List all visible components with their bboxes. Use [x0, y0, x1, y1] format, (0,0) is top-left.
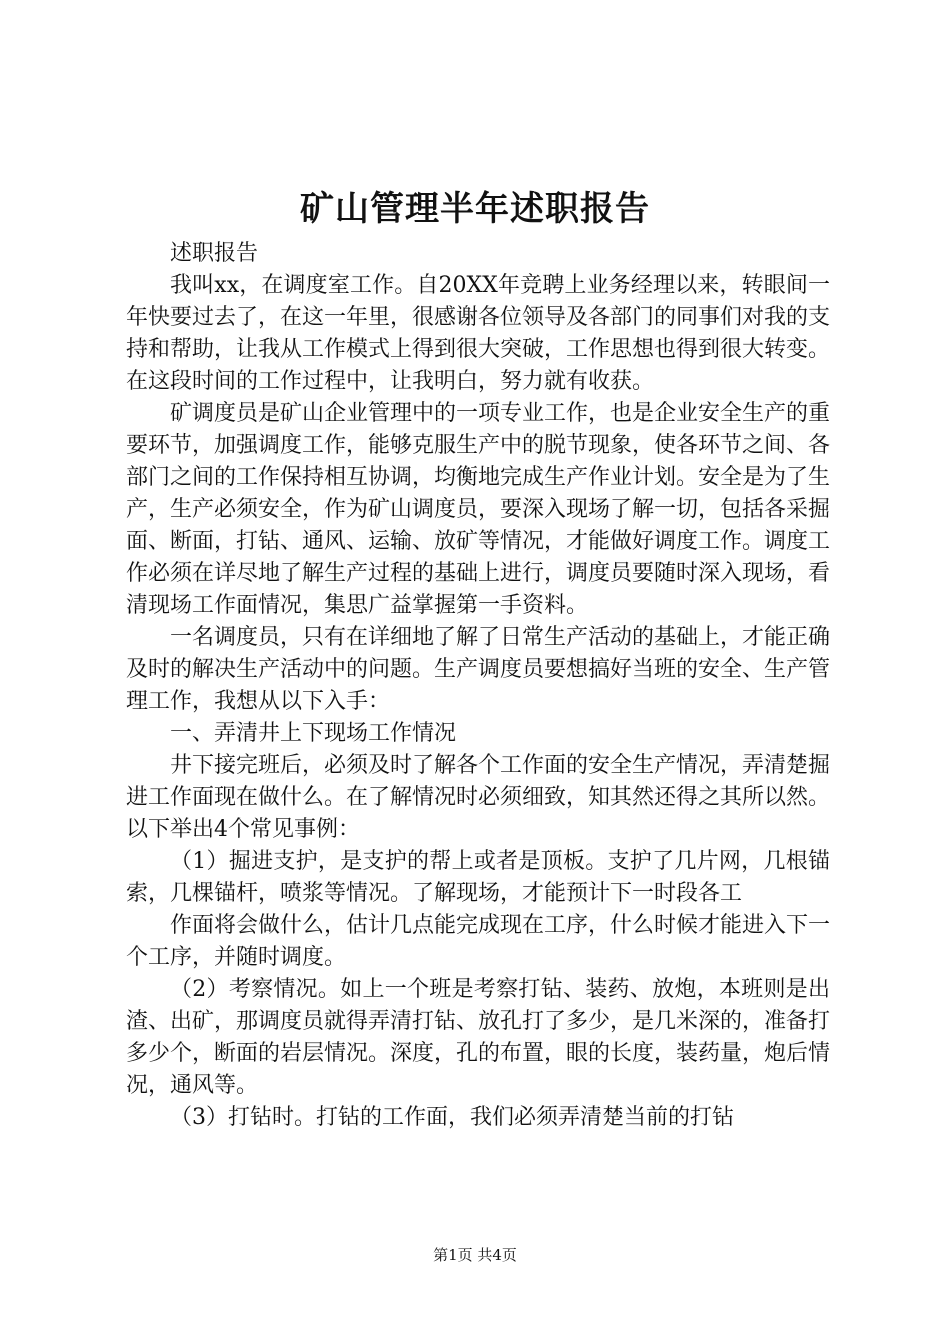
paragraph-example-2: （2）考察情况。如上一个班是考察打钻、装药、放炮，本班则是出渣、出矿，那调度员就得弄清打钻、放孔打了多少，是几米深的，准备打多少个，断面的岩层情况。深度，孔的布置，眼的长度，装药量，炮后情况，通风等。 — [126, 977, 831, 1098]
paragraph-site-situation: 井下接完班后，必须及时了解各个工作面的安全生产情况，弄清楚掘进工作面现在做什么。在了解情况时必须细致，知其然还得之其所以然。以下举出4个常见事例： — [126, 753, 831, 842]
page-number-footer: 第1页 共4页 — [433, 1246, 517, 1264]
paragraph-dispatcher-role: 矿调度员是矿山企业管理中的一项专业工作，也是企业安全生产的重要环节，加强调度工作，能够克服生产中的脱节现象，使各环节之间、各部门之间的工作保持相互协调，均衡地完成生产作业计划。安全是为了生产，生产必须安全，作为矿山调度员，要深入现场了解一切，包括各采掘面、断面，打钻、通风、运输、放矿等情况，才能做好调度工作。调度工作必须在详尽地了解生产过程的基础上进行，调度员要随时深入现场，看清现场工作面情况，集思广益掌握第一手资料。 — [126, 401, 831, 618]
paragraph-heading: 述职报告 — [170, 241, 259, 266]
paragraph-intro: 我叫xx，在调度室工作。自20XX年竞聘上业务经理以来，转眼间一年快要过去了，在这一年里，很感谢各位领导及各部门的同事们对我的支持和帮助，让我从工作模式上得到很大突破，工作思想也得到很大转变。在这段时间的工作过程中，让我明白，努力就有收获。 — [126, 273, 831, 394]
section-heading-1: 一、弄清井上下现场工作情况 — [170, 721, 457, 746]
paragraph-example-3: （3）打钻时。打钻的工作面，我们必须弄清楚当前的打钻 — [170, 1105, 734, 1130]
paragraph-example-1: （1）掘进支护，是支护的帮上或者是顶板。支护了几片网，几根锚索，几棵锚杆，喷浆等情况。了解现场，才能预计下一时段各工 — [126, 849, 830, 906]
document-title: 矿山管理半年述职报告 — [300, 189, 650, 229]
paragraph-approach: 一名调度员，只有在详细地了解了日常生产活动的基础上，才能正确及时的解决生产活动中的问题。生产调度员要想搞好当班的安全、生产管理工作，我想从以下入手： — [126, 625, 831, 714]
document-body — [126, 238, 830, 1134]
paragraph-example-1-cont: 作面将会做什么，估计几点能完成现在工序，什么时候才能进入下一个工序，并随时调度。 — [126, 913, 831, 970]
